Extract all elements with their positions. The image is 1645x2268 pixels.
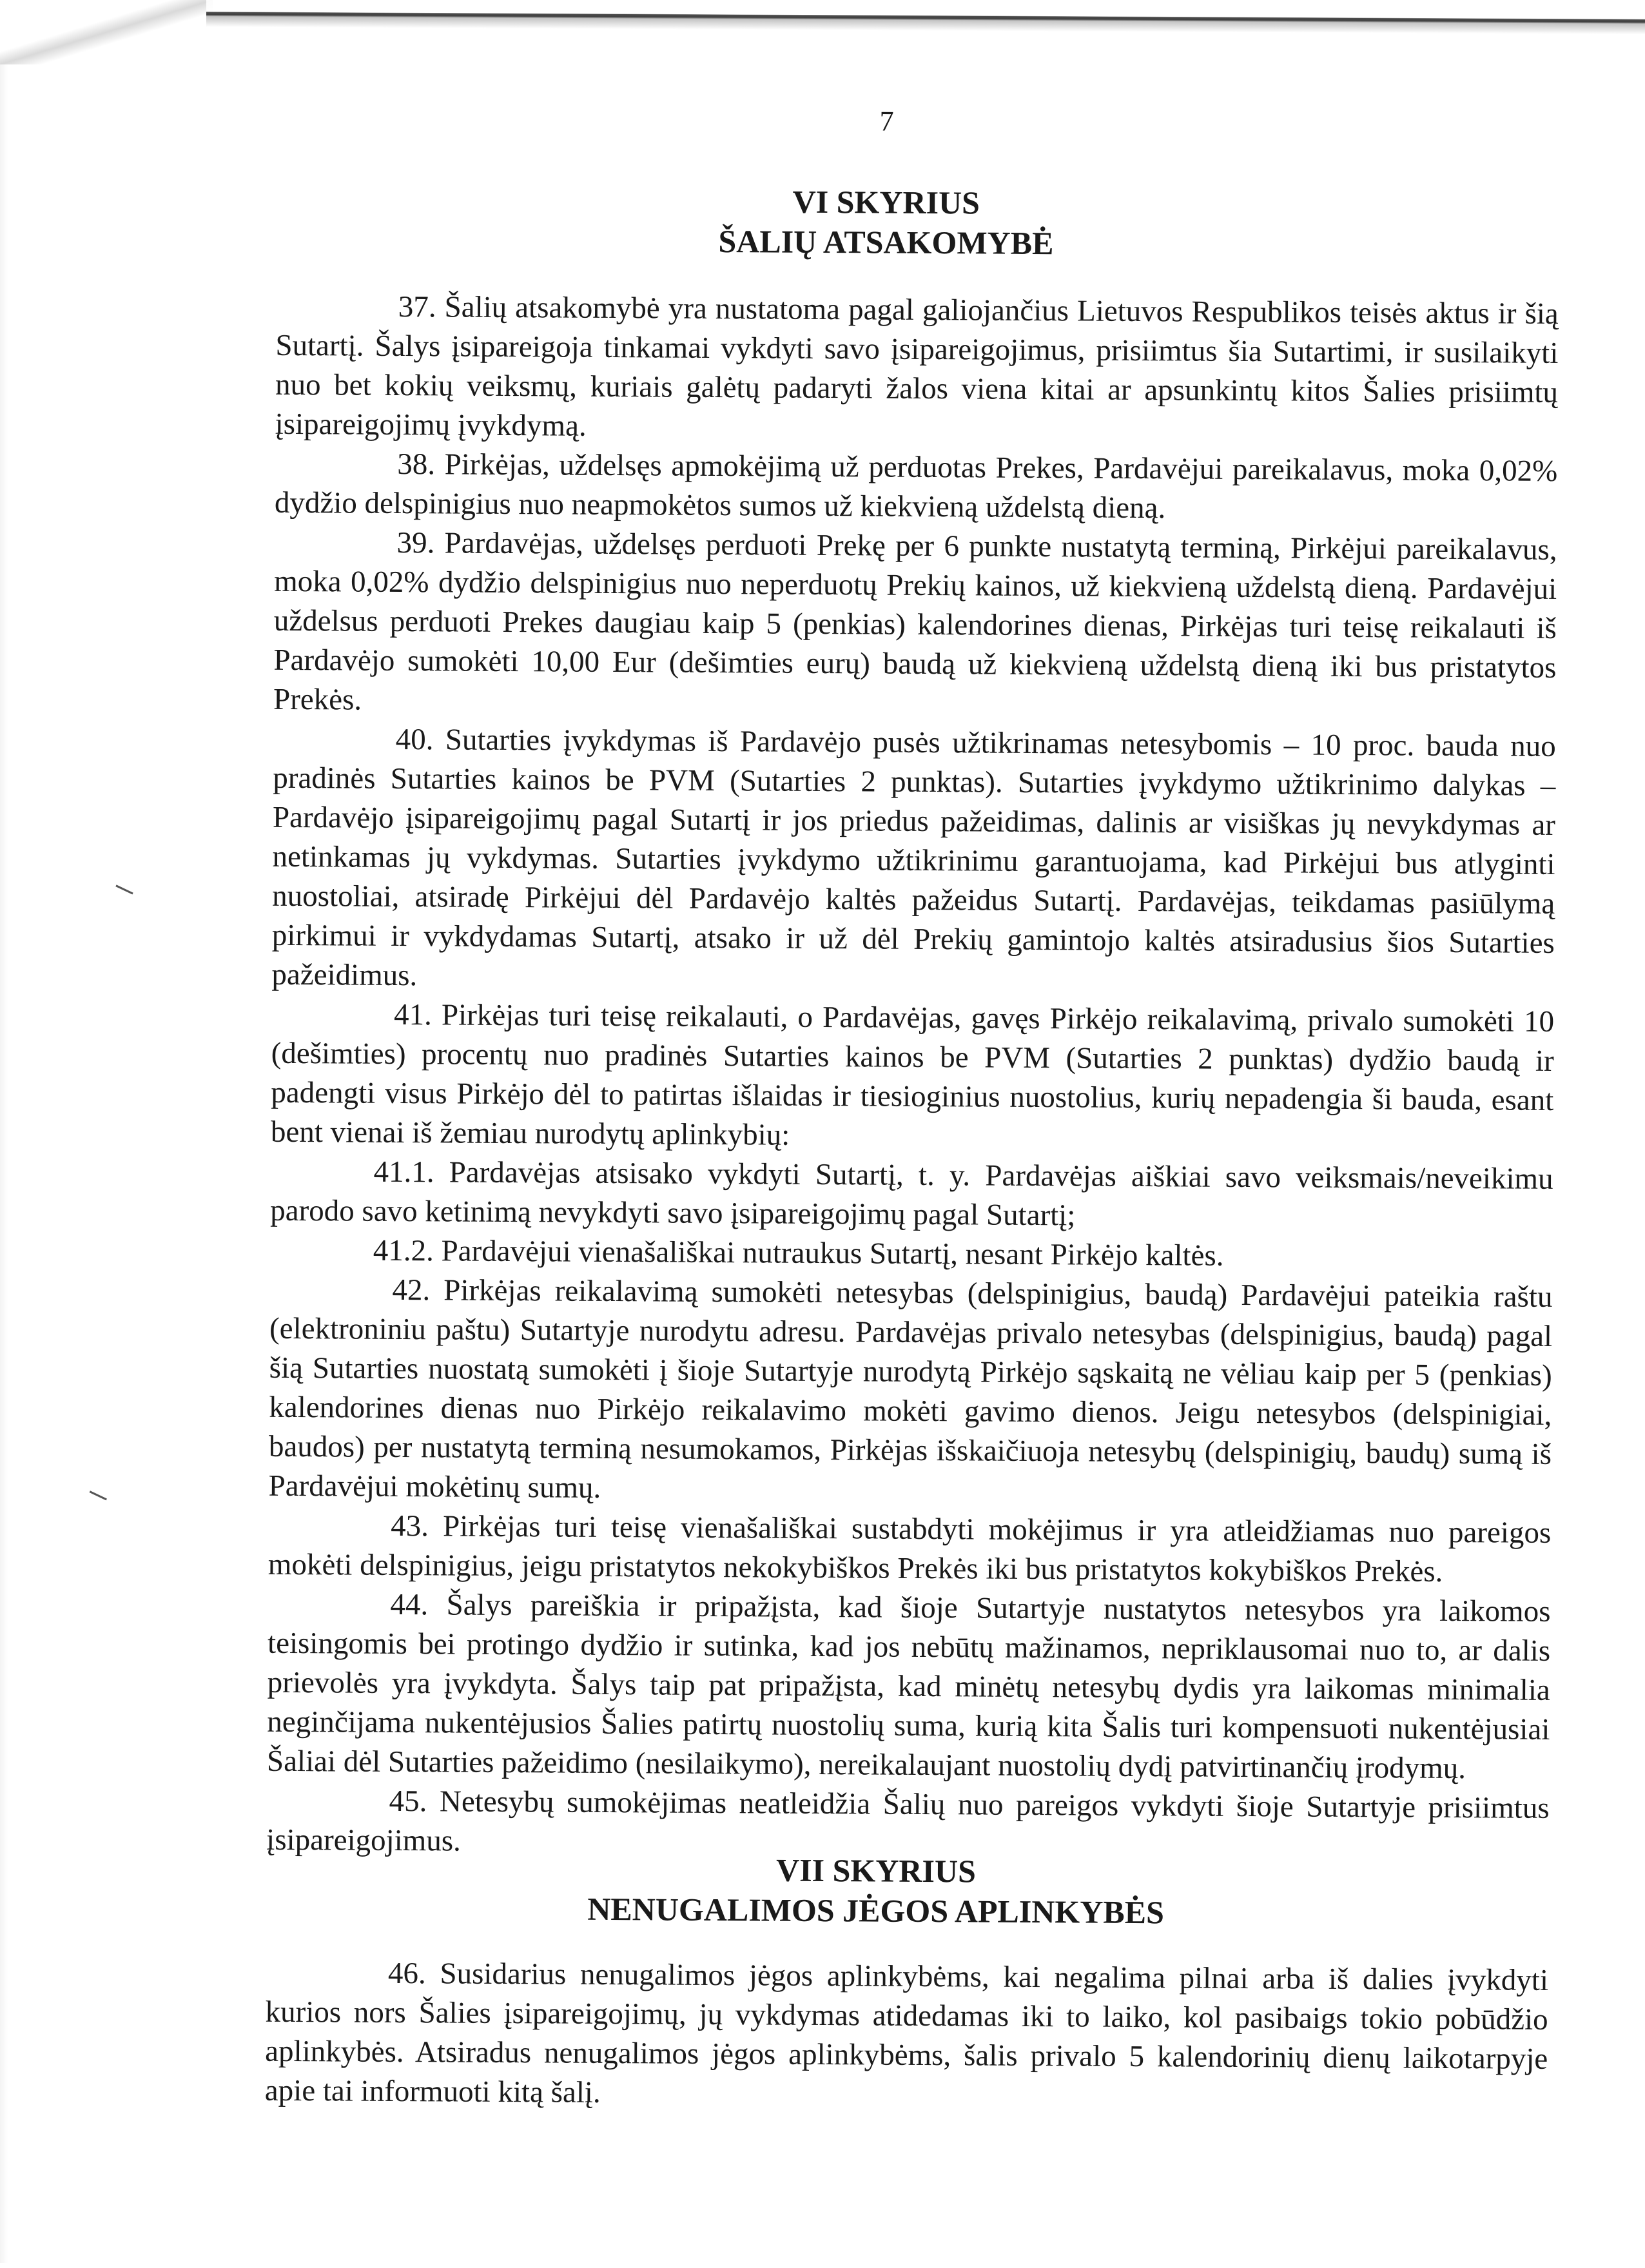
paragraph-44: 44. Šalys pareiškia ir pripažįsta, kad šioje Sutartyje nustatytos netesybos yra laikomos teisingomis bei protingo dydžio ir sutinka, kad jos nebūtų mažinamos, nepriklausomai nuo to, ar dalis prievolės yra įvykdyta. Šalys taip pat pripažįsta, kad minėtų netesybų dydis yra laikomas minimalia neginčijama nukentėjusios Šalies patirtų nuostolių suma, kurią kita Šalis turi kompensuoti nukentėjusiai Šaliai dėl Sutarties pažeidimo (nesilaikymo), nereikalaujant nuostolių dydį patvirtinančių įrodymų. bbox=[266, 1587, 1551, 1786]
handwritten-tick-mark-1: ⸜ bbox=[105, 858, 138, 905]
paragraph-46: 46. Susidarius nenugalimos jėgos aplinkybėms, kai negalima pilnai arba iš dalies įvykdyti kurios nors Šalies įsipareigojimų, jų vykdymas atidedamas iki to laiko, kol pasibaigs tokio pobūdžio aplinkybės. Atsiradus nenugalimos jėgos aplinkybėms, šalis privalo 5 kalendorinių dienų laikotarpyje apie tai informuoti kitą šalį. bbox=[264, 1956, 1549, 2109]
paragraph-41-2: 41.2. Pardavėjui vienašališkai nutraukus Sutartį, nesant Pirkėjo kaltės. bbox=[373, 1233, 1224, 1273]
paragraph-39: 39. Pardavėjas, uždelsęs perduoti Prekę per 6 punkte nustatytą terminą, Pirkėjui pareikalavus, moka 0,02% dydžio delspinigius nuo neperduotų Prekių kainos, už kiekvieną uždelstą dieną. Pardavėjui uždelsus perduoti Prekes daugiau kaip 5 (penkias) kalendorines dienas, Pirkėjas turi teisę reikalauti iš Pardavėjo sumokėti 10,00 Eur (dešimties eurų) baudą už kiekvieną uždelstą dieną iki bus pristatytos Prekės. bbox=[273, 525, 1557, 717]
paragraph-42: 42. Pirkėjas reikalavimą sumokėti netesybas (delspinigius, baudą) Pardavėjui pateikia raštu (elektroniniu paštu) Sutartyje nurodytu adresu. Pardavėjas privalo netesybas (delspinigius, baudą) pagal šią Sutarties nuostatą sumokėti į šioje Sutartyje nurodytą Pirkėjo sąskaitą ne vėliau kaip per 5 (penkias) kalendorines dienas nuo Pirkėjo reikalavimo mokėti gavimo dienos. Jeigu netesybos (delspinigiai, baudos) per nustatytą terminą nesumokamos, Pirkėjas išskaičiuoja netesybų (delspinigių, baudų) sumą iš Pardavėjui mokėtinų sumų. bbox=[268, 1273, 1553, 1505]
section-vii-heading bbox=[0, 1845, 1640, 1935]
section-vii-body bbox=[265, 1953, 1548, 2118]
section-vi-number: VI SKYRIUS bbox=[792, 183, 980, 221]
section-vi-title: ŠALIŲ ATSAKOMYBĖ bbox=[718, 222, 1054, 262]
section-vi-body bbox=[266, 287, 1559, 1868]
paragraph-45: 45. Netesybų sumokėjimas neatleidžia Šalių nuo pareigos vykdyti šioje Sutartyje prisiimtus įsipareigojimus. bbox=[266, 1784, 1550, 1858]
page-number: 7 bbox=[879, 105, 894, 137]
handwritten-tick-mark-2: ⸜ bbox=[79, 1463, 112, 1511]
section-vii-title: NENUGALIMOS JĖGOS APLINKYBĖS bbox=[587, 1890, 1165, 1931]
paragraph-41: 41. Pirkėjas turi teisę reikalauti, o Pardavėjas, gavęs Pirkėjo reikalavimą, privalo sumokėti 10 (dešimties) procentų nuo pradinės Sutarties kainos be PVM (Sutarties 2 punktas) dydžio baudą ir padengti visus Pirkėjo dėl to patirtas išlaidas ir tiesioginius nuostolius, kurių nepadengia ši bauda, esant bent vienai iš žemiau nurodytų aplinkybių: bbox=[270, 997, 1555, 1152]
paragraph-43: 43. Pirkėjas turi teisę vienašališkai sustabdyti mokėjimus ir yra atleidžiamas nuo pareigos mokėti delspinigius, jeigu pristatytos nekokybiškos Prekės iki bus pristatytos kokybiškos Prekės. bbox=[268, 1509, 1552, 1589]
section-vii-number: VII SKYRIUS bbox=[775, 1852, 977, 1890]
paragraph-37: 37. Šalių atsakomybė yra nustatoma pagal galiojančius Lietuvos Respublikos teisės aktus ir šią Sutartį. Šalys įsipareigoja tinkamai vykdyti savo įsipareigojimus, prisiimtus šia Sutartimi, ir susilaikyti nuo bet kokių veiksmų, kuriais galėtų padaryti žalos viena kitai ar apsunkintų kitos Šalies prisiimtų įsipareigojimų įvykdymą. bbox=[275, 289, 1559, 443]
paragraph-38: 38. Pirkėjas, uždelsęs apmokėjimą už perduotas Prekes, Pardavėjui pareikalavus, moka 0,02% dydžio delspinigius nuo neapmokėtos sumos už kiekvieną uždelstą dieną. bbox=[274, 447, 1558, 525]
section-vi-heading bbox=[5, 177, 1645, 267]
paragraph-40: 40. Sutarties įvykdymas iš Pardavėjo pusės užtikrinamas netesybomis – 10 proc. bauda nuo pradinės Sutarties kainos be PVM (Sutarties 2 punktas). Sutarties įvykdymo užtikrinimo dalykas – Pardavėjo įsipareigojimų pagal Sutartį ir jos priedus pažeidimas, dalinis ar visiškas jų nevykdymas ar netinkamas jų vykdymas. Sutarties įvykdymo užtikrinimu garantuojama, kad Pirkėjui bus atlyginti nuostoliai, atsiradę Pirkėjui dėl Pardavėjo kaltės pažeidus Sutartį. Pardavėjas, teikdamas pasiūlymą pirkimui ir vykdydamas Sutartį, atsako ir už dėl Prekių gamintojo kaltės atsiradusius šios Sutarties pažeidimus. bbox=[271, 722, 1556, 993]
paragraph-41-1: 41.1. Pardavėjas atsisako vykdyti Sutartį, t. y. Pardavėjas aiškiai savo veiksmais/neveikimu parodo savo ketinimą nevykdyti savo įsipareigojimų pagal Sutartį; bbox=[270, 1155, 1553, 1233]
